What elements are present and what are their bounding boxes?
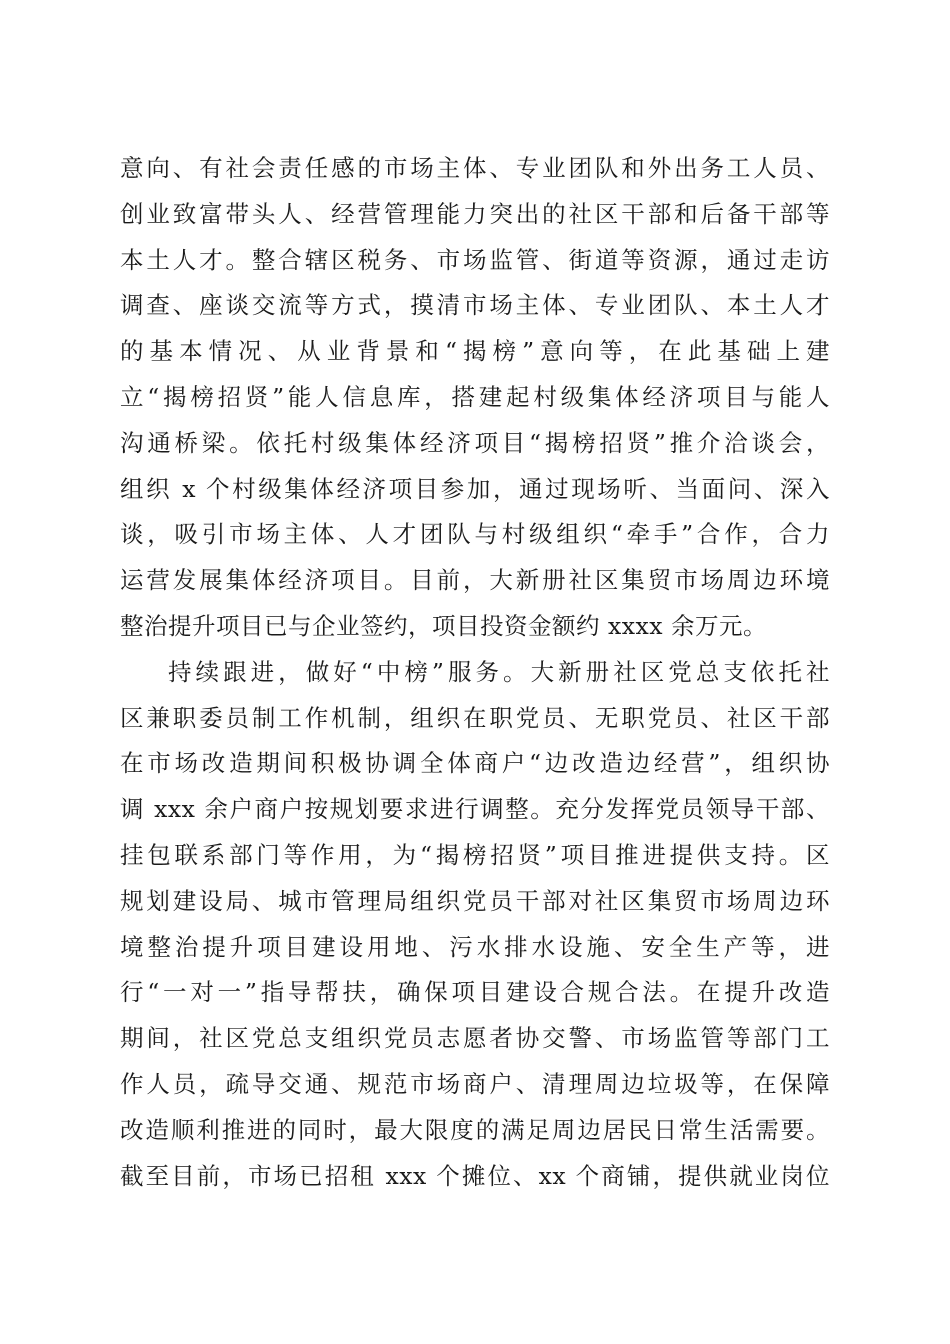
paragraph-recruitment [120, 146, 830, 650]
text-line: 意向、有社会责任感的市场主体、专业团队和外出务工人员、 [120, 154, 830, 182]
text-line: 期间，社区党总支组织党员志愿者协交警、市场监管等部门工 [120, 1024, 830, 1053]
text-line: 区兼职委员制工作机制，组织在职党员、无职党员、社区干部 [120, 703, 830, 732]
text-line: 本土人才。整合辖区税务、市场监管、街道等资源，通过走访 [120, 245, 830, 274]
text-line: 截至目前，市场已招租 xxx 个摊位、xx 个商铺，提供就业岗位 [120, 1161, 830, 1190]
text-line: 整治提升项目已与企业签约，项目投资金额约 xxxx 余万元。 [120, 611, 767, 640]
text-line: 持续跟进，做好“中榜”服务。大新册社区党总支依托社 [168, 657, 830, 686]
text-line: 的基本情况、从业背景和“揭榜”意向等，在此基础上建 [120, 337, 830, 366]
text-line: 创业致富带头人、经营管理能力突出的社区干部和后备干部等 [120, 199, 830, 228]
text-line: 规划建设局、城市管理局组织党员干部对社区集贸市场周边环 [120, 886, 830, 915]
text-line: 挂包联系部门等作用，为“揭榜招贤”项目推进提供支持。区 [120, 840, 830, 869]
text-line: 调查、座谈交流等方式，摸清市场主体、专业团队、本土人才 [120, 291, 830, 320]
text-line: 组织 x 个村级集体经济项目参加，通过现场听、当面问、深入 [120, 474, 830, 503]
text-line: 境整治提升项目建设用地、污水排水设施、安全生产等，进 [120, 932, 830, 961]
text-line: 沟通桥梁。依托村级集体经济项目“揭榜招贤”推介洽谈会， [120, 428, 830, 457]
document-body [120, 146, 830, 1199]
text-line: 改造顺利推进的同时，最大限度的满足周边居民日常生活需要。 [120, 1115, 830, 1144]
text-line: 谈，吸引市场主体、人才团队与村级组织“牵手”合作，合力 [120, 520, 830, 549]
text-line: 作人员，疏导交通、规范市场商户、清理周边垃圾等，在保障 [120, 1069, 830, 1098]
text-line: 在市场改造期间积极协调全体商户“边改造边经营”，组织协 [120, 749, 830, 778]
text-line: 调 xxx 余户商户按规划要求进行调整。充分发挥党员领导干部、 [120, 795, 830, 824]
text-line: 行“一对一”指导帮扶，确保项目建设合规合法。在提升改造 [120, 978, 830, 1007]
paragraph-follow-up-service [120, 650, 830, 1200]
text-line: 立“揭榜招贤”能人信息库，搭建起村级集体经济项目与能人 [120, 382, 830, 411]
text-line: 运营发展集体经济项目。目前，大新册社区集贸市场周边环境 [120, 566, 830, 595]
